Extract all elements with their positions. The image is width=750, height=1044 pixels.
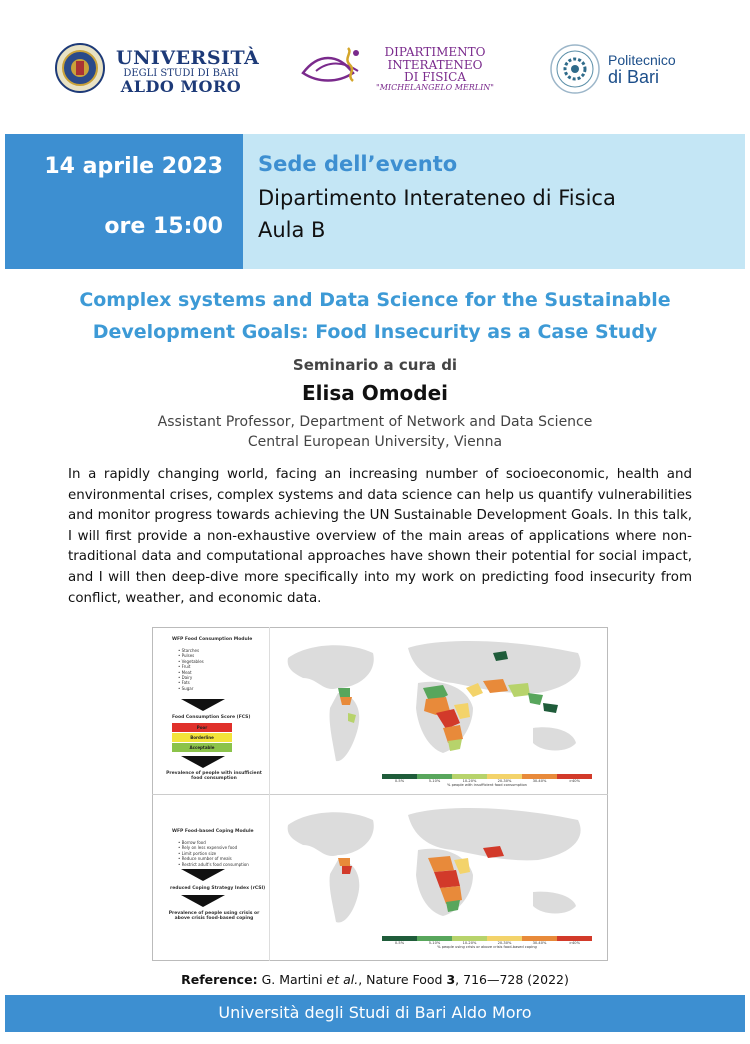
fcs-list-item: • Pulses xyxy=(178,653,195,659)
affiliation-line2: Central European University, Vienna xyxy=(247,434,503,450)
world-map-coping-strategies xyxy=(278,800,602,930)
bottom-legend-title: % people using crisis or above crisis food-based coping xyxy=(437,945,537,949)
bottom-legend-tick: 20-30% xyxy=(497,941,512,945)
rcsi-prevalence-label xyxy=(164,911,264,921)
event-date: 14 aprile 2023 xyxy=(44,154,223,179)
talk-title-line2: Development Goals: Food Insecurity as a Case Study xyxy=(92,321,658,343)
reference-journal: , Nature Food xyxy=(358,972,447,987)
politecnico-seal-icon xyxy=(550,44,600,94)
rcsi-list-item: • Restrict adult's food consumption xyxy=(178,861,249,867)
reference-pages: , 716—728 (2022) xyxy=(455,972,569,987)
fcs-list-item: • Sugar xyxy=(178,685,194,691)
uniba-line3: ALDO MORO xyxy=(120,77,242,97)
score-acceptable: Acceptable xyxy=(172,743,232,752)
uniba-seal-icon xyxy=(55,43,105,93)
fcs-list-item: • Vegetables xyxy=(178,658,204,664)
uniba-wordmark xyxy=(116,47,260,97)
down-arrow-icon xyxy=(181,699,225,711)
top-legend-tick: 30-40% xyxy=(532,779,547,783)
rcsi-module-title: WFP Food-based Coping Module xyxy=(172,829,254,834)
politecnico-line2: di Bari xyxy=(608,66,660,87)
venue-line2: Aula B xyxy=(258,218,326,242)
reference-volume: 3 xyxy=(446,972,456,987)
venue-label: Sede dell’evento xyxy=(258,152,458,176)
talk-title xyxy=(20,284,730,348)
bottom-legend-tick: 10-20% xyxy=(462,941,477,945)
fcs-list-item: • Starches xyxy=(178,648,200,653)
top-legend-title: % people with insufficient food consumption xyxy=(447,783,527,787)
footer-text: Università degli Studi di Bari Aldo Moro xyxy=(218,1003,532,1022)
venue-line1: Dipartimento Interateneo di Fisica xyxy=(258,186,616,210)
abstract: In a rapidly changing world, facing an increasing number of socioeconomic, health and environmental crises, complex systems and data science can help us quantify vulnerabilities and monitor progress towards achieving the UN Sustainable Development Goals. In this talk, I will first provide a non-exhaustive overview of the main areas of applications where non-traditional data and computational approaches have shown their potential for social impact, and I will then deep-dive more specifically into my work on predicting food insecurity from conflict, weather, and economic data. xyxy=(68,467,692,606)
fcs-prevalence-label xyxy=(164,771,264,781)
world-map-food-consumption xyxy=(278,633,602,773)
rcsi-prevalence-line2: above crisis food-based coping xyxy=(174,916,254,921)
department-line1: DIPARTIMENTO xyxy=(384,45,486,59)
department-line4: "MICHELANGELO MERLIN" xyxy=(376,82,494,92)
reference-etal: et al. xyxy=(326,972,359,987)
fcs-list-item: • Fruit xyxy=(178,664,191,670)
top-legend-tick: 20-30% xyxy=(497,779,512,783)
rcsi-items-list xyxy=(178,840,249,867)
reference xyxy=(0,972,750,987)
politecnico-line1: Politecnico xyxy=(608,52,676,68)
rcsi-index-title: reduced Coping Strategy Index (rCSI) xyxy=(170,886,266,891)
fcs-score-title: Food Consumption Score (FCS) xyxy=(172,715,251,720)
speaker-name: Elisa Omodei xyxy=(301,381,449,405)
down-arrow-icon xyxy=(181,756,225,768)
down-arrow-icon xyxy=(181,895,225,907)
fcs-module-title: WFP Food Consumption Module xyxy=(172,637,253,642)
top-legend-tick: 0-5% xyxy=(394,779,405,783)
rcsi-prevalence-line1: Prevalence of people using crisis or xyxy=(168,911,260,916)
bottom-legend-tick: 30-40% xyxy=(532,941,547,945)
fcs-list-item: • Fats xyxy=(178,680,190,686)
department-line3: DI FISICA xyxy=(403,70,467,85)
reference-label: Reference: xyxy=(181,972,258,987)
physics-department-wordmark xyxy=(370,46,500,92)
fcs-list-item: • Dairy xyxy=(178,675,193,681)
seminar-label: Seminario a cura di xyxy=(292,356,458,374)
politecnico-wordmark xyxy=(608,53,676,87)
reference-authors: G. Martini xyxy=(261,972,327,987)
rcsi-list-item: • Borrow food xyxy=(178,840,206,845)
fcs-list-item: • Meat xyxy=(178,669,192,675)
bottom-legend xyxy=(382,936,592,949)
figure-column-divider xyxy=(269,627,270,961)
top-legend-tick: 5-10% xyxy=(428,779,441,783)
score-borderline: Borderline xyxy=(172,733,232,742)
rcsi-list-item: • Limit portion size xyxy=(178,850,217,856)
score-poor: Poor xyxy=(172,723,232,732)
fcs-prevalence-line1: Prevalence of people with insufficient xyxy=(166,771,262,776)
down-arrow-icon xyxy=(181,869,225,881)
top-legend-tick: 10-20% xyxy=(462,779,477,783)
talk-title-line1: Complex systems and Data Science for the Sustainable xyxy=(79,289,671,311)
uniba-line1: UNIVERSITÀ xyxy=(116,47,260,69)
uniba-line2: DEGLI STUDI DI BARI xyxy=(123,67,239,79)
department-line2: INTERATENEO xyxy=(387,57,483,72)
bottom-legend-tick: >40% xyxy=(569,941,580,945)
fcs-prevalence-line2: food consumption xyxy=(191,776,237,781)
figure-divider xyxy=(152,794,608,795)
fcs-items-list xyxy=(178,648,204,691)
rcsi-list-item: • Rely on less expensive food xyxy=(178,845,238,851)
top-legend-tick: >40% xyxy=(569,779,580,783)
rcsi-list-item: • Reduce number of meals xyxy=(178,856,232,862)
physics-department-logo-icon xyxy=(298,43,378,88)
top-legend xyxy=(382,774,592,787)
event-time: ore 15:00 xyxy=(104,214,223,239)
bottom-legend-tick: 0-5% xyxy=(394,941,405,945)
bottom-legend-tick: 5-10% xyxy=(428,941,441,945)
affiliation-line1: Assistant Professor, Department of Network and Data Science xyxy=(157,414,593,430)
